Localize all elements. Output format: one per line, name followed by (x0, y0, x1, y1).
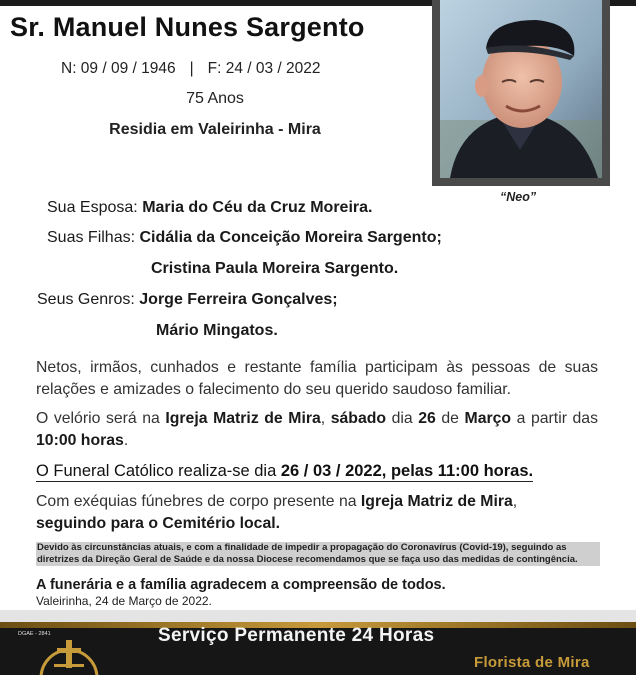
funeral-line (36, 461, 533, 482)
spouse-name: Maria do Céu da Cruz Moreira. (142, 199, 373, 216)
life-dates (61, 60, 321, 78)
wake-text: O velório será na (36, 410, 166, 427)
daughter-line-2 (151, 260, 398, 278)
soninlaw-name: Mário Mingatos. (156, 322, 278, 339)
wake-text: , (320, 410, 331, 427)
exequies-text: Com exéquias fúnebres de corpo presente na (36, 493, 361, 510)
wake-text: dia (386, 410, 419, 427)
wake-day: sábado (330, 410, 387, 427)
service-banner-text: Serviço Permanente 24 Horas (158, 625, 435, 646)
wake-text: a partir das (511, 410, 598, 427)
exequies-paragraph (36, 491, 598, 535)
funeral-text: O Funeral Católico realiza-se dia (36, 462, 281, 480)
wake-date: 26 (418, 410, 436, 427)
covid-notice: Devido às circunstâncias atuais, e com a finalidade de impedir a propagação do Coronavírus (Covid-19), seguindo as diretrizes da Direção Geral de Saúde e da nossa Diocese recomendamos que se faça uso das medidas de contingência. (36, 542, 600, 566)
wake-place: Igreja Matriz de Mira (165, 410, 321, 427)
wake-paragraph (36, 408, 598, 452)
deceased-name: Sr. Manuel Nunes Sargento (10, 12, 365, 42)
sonsinlaw-line (37, 291, 338, 309)
date-separator: | (189, 60, 194, 77)
wake-text: de (435, 410, 465, 427)
daughters-label: Suas Filhas: (47, 229, 136, 246)
nickname: “Neo” (500, 190, 537, 204)
residence: Residia em Valeirinha - Mira (109, 121, 321, 138)
florist-name: Florista de Mira (474, 654, 590, 671)
spouse-label: Sua Esposa: (47, 199, 138, 216)
footer-banner (0, 610, 636, 675)
death-date: F: 24 / 03 / 2022 (207, 60, 321, 77)
relatives-paragraph: Netos, irmãos, cunhados e restante família participam às pessoas de suas relações e amizades o falecimento do seu querido saudoso familiar. (36, 359, 598, 398)
portrait-photo (440, 0, 602, 178)
daughter-name: Cristina Paula Moreira Sargento. (151, 260, 399, 277)
daughter-name: Cidália da Conceição Moreira Sargento; (139, 229, 442, 246)
age: 75 Anos (186, 90, 244, 107)
soninlaw-line-2 (156, 322, 278, 340)
portrait-frame (432, 0, 610, 186)
exequies-place: Igreja Matriz de Mira (360, 493, 513, 510)
thanks-line: A funerária e a família agradecem a compreensão de todos. (36, 577, 446, 593)
wake-month: Março (464, 410, 512, 427)
exequies-text: , (512, 493, 518, 510)
sonsinlaw-label: Seus Genros: (37, 291, 135, 308)
spouse-line (47, 199, 372, 217)
soninlaw-name: Jorge Ferreira Gonçalves; (139, 291, 338, 308)
wake-text: . (123, 432, 129, 449)
birth-date: N: 09 / 09 / 1946 (61, 60, 176, 77)
exequies-destination: seguindo para o Cemitério local. (36, 515, 281, 532)
wake-time: 10:00 horas (36, 432, 124, 449)
daughters-line (47, 229, 442, 247)
place-date: Valeirinha, 24 de Março de 2022. (36, 594, 212, 608)
dgae-code: DGAE - 2841 (18, 631, 51, 637)
funeral-home-logo-icon (24, 638, 114, 675)
funeral-date-time: 26 / 03 / 2022, pelas 11:00 horas. (280, 462, 534, 480)
